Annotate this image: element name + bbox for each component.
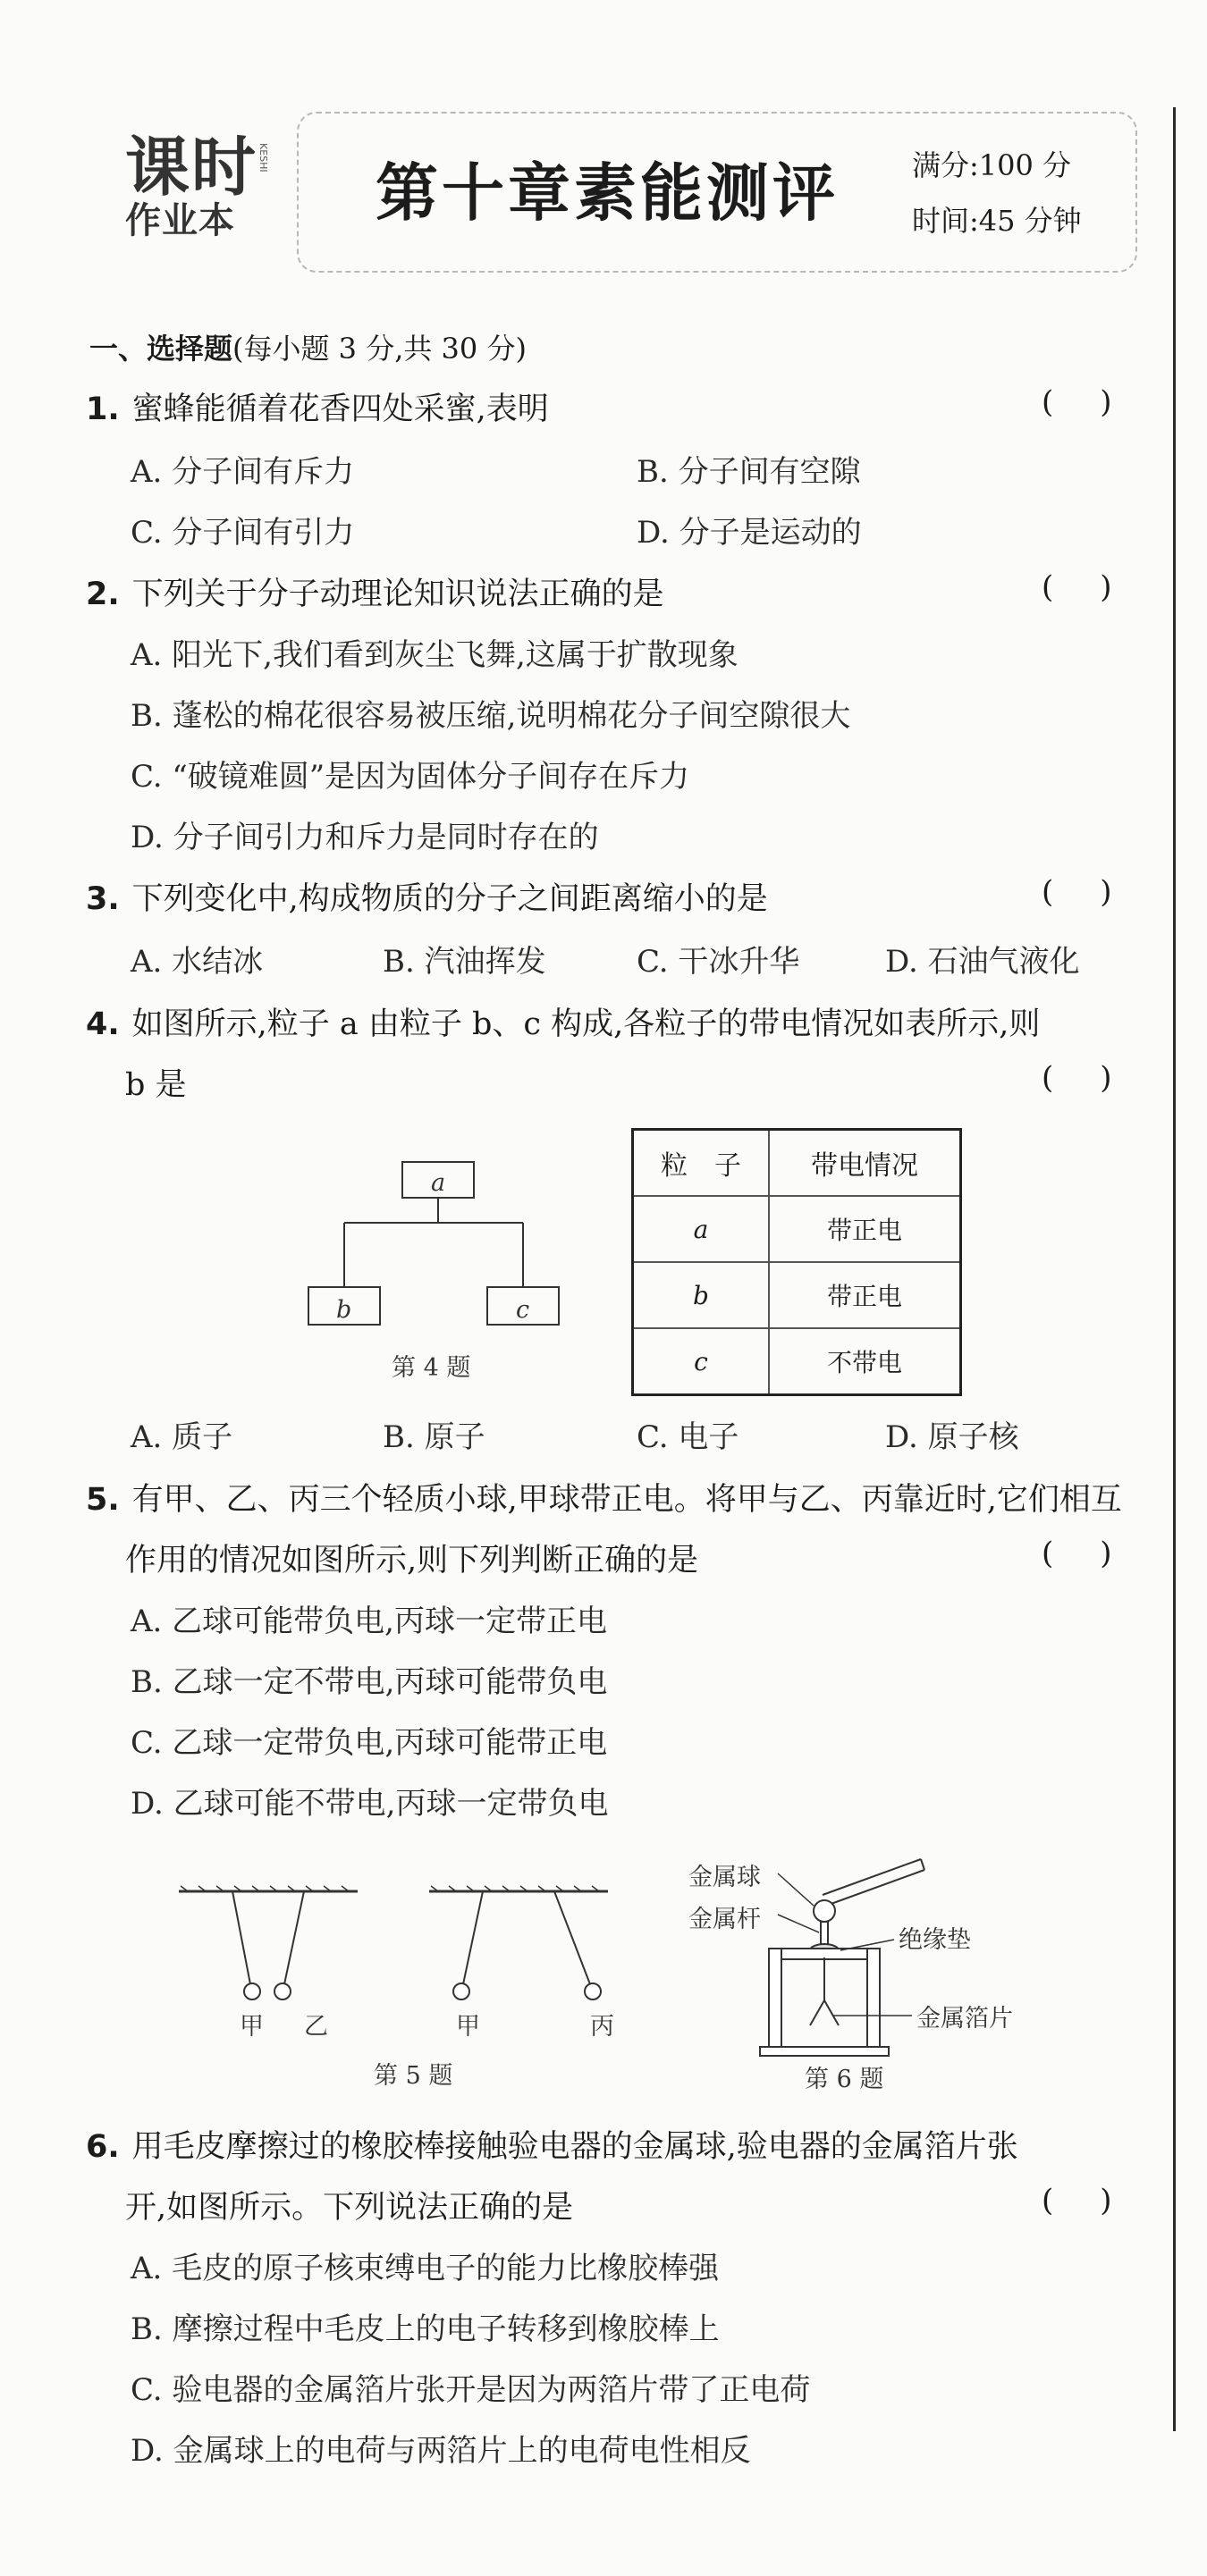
table-cell: a	[693, 1214, 709, 1244]
table-header: 粒 子	[633, 1130, 770, 1197]
leader-ball	[778, 1873, 814, 1906]
label-metal-rod: 金属杆	[688, 1906, 761, 1933]
question-stem: 有甲、乙、丙三个轻质小球,甲球带正电。将甲与乙、丙靠近时,它们相互	[131, 1482, 1122, 1518]
answer-blank-6[interactable]	[1042, 2183, 1112, 2218]
page-edge-rule	[1173, 107, 1176, 2431]
logo-line2: 作业本	[125, 200, 235, 241]
table-cell: b	[693, 1280, 709, 1310]
logo-line1: 课时	[125, 130, 258, 205]
leader-rod	[778, 1915, 819, 1932]
option-4b[interactable]: B. 原子	[383, 1419, 485, 1455]
option-5c[interactable]: C. 乙球一定带负电,丙球可能带正电	[131, 1725, 608, 1761]
question-6	[86, 2122, 1018, 2167]
question-number: 6.	[86, 2129, 120, 2165]
question-number: 4.	[86, 1006, 120, 1042]
option-6d[interactable]: D. 金属球上的电荷与两箔片上的电荷电性相反	[131, 2433, 751, 2469]
answer-blank-2[interactable]	[1042, 569, 1112, 605]
page-title: 第十章素能测评	[376, 156, 839, 230]
table-cell: 带正电	[769, 1262, 961, 1328]
question-number: 3.	[86, 881, 120, 917]
option-6c[interactable]: C. 验电器的金属箔片张开是因为两箔片带了正电荷	[131, 2372, 811, 2408]
table-cell: c	[694, 1346, 708, 1376]
option-1b[interactable]: B. 分子间有空隙	[637, 454, 861, 490]
option-2a[interactable]: A. 阳光下,我们看到灰尘飞舞,这属于扩散现象	[131, 637, 739, 673]
foil-right	[824, 2000, 839, 2025]
table-row	[633, 1328, 961, 1395]
table-cell: 不带电	[769, 1328, 961, 1395]
question-1	[86, 384, 549, 429]
frame-left	[769, 1949, 781, 2047]
table-header: 带电情况	[769, 1130, 961, 1197]
label-yi: 乙	[304, 2013, 328, 2041]
label-jia-1: 甲	[240, 2013, 264, 2041]
option-1c[interactable]: C. 分子间有引力	[131, 515, 355, 551]
option-5d[interactable]: D. 乙球可能不带电,丙球一定带负电	[131, 1786, 609, 1822]
question-5	[86, 1475, 1122, 1520]
metal-ball	[814, 1900, 835, 1922]
answer-blank-1[interactable]	[1042, 384, 1112, 420]
option-5b[interactable]: B. 乙球一定不带电,丙球可能带负电	[131, 1664, 608, 1700]
label-metal-foil: 金属箔片	[916, 2005, 1013, 2033]
ball-yi	[274, 1983, 291, 1999]
thread-bing	[554, 1891, 590, 1984]
section-note: (每小题 3 分,共 30 分)	[232, 332, 527, 366]
table-header-row	[633, 1130, 961, 1197]
question-2	[86, 569, 664, 614]
question-stem: 下列关于分子动理论知识说法正确的是	[131, 577, 664, 612]
table-row	[633, 1262, 961, 1328]
box-b-label: b	[336, 1296, 352, 1324]
option-1d[interactable]: D. 分子是运动的	[637, 515, 862, 551]
question-stem: 如图所示,粒子 a 由粒子 b、c 构成,各粒子的带电情况如表所示,则	[131, 1006, 1041, 1042]
answer-blank-5[interactable]	[1042, 1536, 1112, 1571]
question-4	[86, 999, 1040, 1044]
fig4-caption: 第 4 题	[392, 1354, 471, 1382]
label-insulating-pad: 绝缘垫	[899, 1926, 971, 1954]
question-6-cont: 开,如图所示。下列说法正确的是	[125, 2190, 574, 2226]
ball-jia-1	[244, 1983, 260, 1999]
metal-rod	[821, 1922, 828, 1947]
full-score: 满分:100 分	[912, 148, 1072, 182]
answer-blank-4[interactable]	[1042, 1060, 1112, 1096]
fig5-right-group	[429, 1886, 608, 1999]
table-row	[633, 1196, 961, 1262]
foil-left	[810, 2000, 824, 2025]
label-jia-2: 甲	[456, 2013, 480, 2041]
question-stem: 蜜蜂能循着花香四处采蜜,表明	[131, 391, 549, 427]
option-4a[interactable]: A. 质子	[131, 1419, 233, 1455]
ball-bing	[585, 1983, 601, 1999]
option-3a[interactable]: A. 水结冰	[131, 944, 264, 980]
fig6-caption: 第 6 题	[805, 2066, 884, 2093]
rod-end	[921, 1859, 924, 1870]
frame-base	[760, 2047, 889, 2056]
logo-small-text: KESHI	[257, 143, 269, 173]
option-3b[interactable]: B. 汽油挥发	[383, 944, 546, 980]
table-cell: 带正电	[769, 1196, 961, 1262]
question-3	[86, 874, 768, 919]
box-c-label: c	[516, 1296, 530, 1324]
exam-time: 时间:45 分钟	[912, 204, 1082, 238]
question-4-cont: b 是	[125, 1067, 187, 1103]
question-number: 1.	[86, 391, 120, 427]
particle-charge-table	[631, 1128, 962, 1396]
thread-yi	[284, 1891, 304, 1984]
option-2d[interactable]: D. 分子间引力和斥力是同时存在的	[131, 820, 599, 855]
label-bing: 丙	[590, 2013, 614, 2041]
question-stem: 用毛皮摩擦过的橡胶棒接触验电器的金属球,验电器的金属箔片张	[131, 2129, 1018, 2165]
option-3c[interactable]: C. 干冰升华	[637, 944, 800, 980]
question-number: 2.	[86, 577, 120, 612]
option-3d[interactable]: D. 石油气液化	[885, 944, 1080, 980]
question-number: 5.	[86, 1482, 120, 1518]
label-metal-ball: 金属球	[688, 1864, 761, 1891]
question-5-cont: 作用的情况如图所示,则下列判断正确的是	[125, 1543, 699, 1578]
option-5a[interactable]: A. 乙球可能带负电,丙球一定带正电	[131, 1604, 607, 1639]
option-2b[interactable]: B. 蓬松的棉花很容易被压缩,说明棉花分子间空隙很大	[131, 698, 851, 734]
ball-jia-2	[453, 1983, 469, 1999]
box-a-label: a	[431, 1169, 446, 1197]
thread-jia-2	[463, 1891, 483, 1984]
option-1a[interactable]: A. 分子间有斥力	[131, 454, 355, 490]
question-stem: 下列变化中,构成物质的分子之间距离缩小的是	[131, 881, 768, 917]
frame-right	[867, 1949, 880, 2047]
option-4c[interactable]: C. 电子	[637, 1419, 739, 1455]
option-6a[interactable]: A. 毛皮的原子核束缚电子的能力比橡胶棒强	[131, 2251, 720, 2286]
section-title: 一、选择题	[89, 332, 233, 366]
fig5-left-group	[179, 1886, 358, 1999]
thread-jia-1	[232, 1891, 250, 1984]
logo	[125, 130, 269, 241]
option-2c[interactable]: C. “破镜难圆”是因为固体分子间存在斥力	[131, 759, 690, 795]
section-heading	[89, 326, 527, 367]
fig5-caption: 第 5 题	[374, 2062, 453, 2090]
option-6b[interactable]: B. 摩擦过程中毛皮上的电子转移到橡胶棒上	[131, 2311, 720, 2347]
option-4d[interactable]: D. 原子核	[885, 1419, 1019, 1455]
answer-blank-3[interactable]	[1042, 874, 1112, 910]
